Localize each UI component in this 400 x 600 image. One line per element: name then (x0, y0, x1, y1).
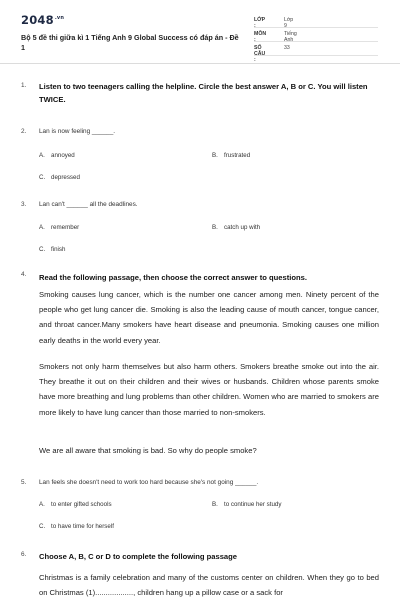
option-text: to enter gifted schools (51, 501, 112, 508)
reading-paragraph-1: Smoking causes lung cancer, which is the number one cancer among men. Ninety percent of the people who get lung cancer die. Smoking is also the leading cause of mouth cancer, tongue cancer, and throat cancer.Many smokers have heart disease and pneumonia. Smoking causes one million early deaths in the world every year. (39, 290, 379, 345)
option-c[interactable] (39, 246, 65, 253)
exam-header (0, 0, 400, 64)
question-prompt: Choose A, B, C or D to complete the following passage (39, 552, 238, 561)
exam-title: Bộ 5 đề thi giữa kì 1 Tiếng Anh 9 Global Success có đáp án - Đề 1 (21, 33, 239, 52)
option-c[interactable] (39, 523, 114, 530)
option-text: catch up with (224, 224, 261, 231)
site-logo[interactable] (21, 13, 64, 27)
option-b[interactable] (212, 152, 250, 159)
option-b[interactable] (212, 501, 281, 508)
option-a[interactable] (39, 224, 79, 231)
question-number: 6. (21, 551, 27, 558)
option-letter: B. (212, 501, 218, 508)
option-text: remember (51, 224, 80, 231)
option-a[interactable] (39, 152, 75, 159)
option-letter: B. (212, 152, 218, 159)
question-prompt: Lan feels she doesn't need to work too hard because she's not going ______. (39, 479, 259, 486)
meta-divider (254, 27, 378, 28)
question-number: 3. (21, 201, 27, 208)
option-text: finish (51, 246, 66, 253)
meta-divider (254, 55, 378, 56)
question-prompt: Lan can't ______ all the deadlines. (39, 201, 138, 208)
reading-paragraph-3: We are all aware that smoking is bad. So why do people smoke? (39, 446, 257, 455)
option-letter: C. (39, 174, 46, 181)
option-text: to continue her study (224, 501, 282, 508)
meta-divider (254, 41, 378, 42)
reading-paragraph-2: Smokers not only harm themselves but also harm others. Smokers breathe smoke out into the air. They breathe it out on their children and their wives or husbands. Children whose parents smoke have more breathing and lung problems than other children. Women who are married to smokers are more likely to have lung cancer than those married to non-smokers. (39, 362, 379, 417)
option-letter: B. (212, 224, 218, 231)
option-letter: A. (39, 224, 45, 231)
question-prompt: Read the following passage, then choose the correct answer to questions. (39, 273, 307, 282)
meta-count-key: SỐ CÂU : (254, 45, 266, 63)
question-prompt: Lan is now feeling ______. (39, 128, 116, 135)
question-number: 4. (21, 271, 27, 278)
option-letter: A. (39, 501, 45, 508)
logo-tld: .vn (54, 15, 65, 22)
option-text: frustrated (224, 152, 251, 159)
meta-subject-value: Tiếng Anh (284, 31, 297, 43)
question-prompt: Listen to two teenagers calling the helpline. Circle the best answer A, B or C. You will listen TWICE. (39, 82, 368, 104)
logo-text: 2048 (21, 13, 54, 27)
meta-subject-key: MÔN : (254, 31, 267, 43)
meta-class-value: Lớp 9 (284, 17, 294, 29)
option-letter: A. (39, 152, 45, 159)
option-a[interactable] (39, 501, 112, 508)
question-number: 2. (21, 128, 27, 135)
option-letter: C. (39, 246, 46, 253)
reading-paragraph-1: Christmas is a family celebration and many of the customs center on children. When they go to bed on Christmas (1).................., children hang up a pillow case or a sack for (39, 573, 379, 598)
meta-class-key: LỚP : (254, 17, 265, 29)
option-text: annoyed (51, 152, 75, 159)
option-c[interactable] (39, 174, 80, 181)
option-letter: C. (39, 523, 46, 530)
option-b[interactable] (212, 224, 260, 231)
question-number: 5. (21, 479, 27, 486)
question-number: 1. (21, 82, 27, 89)
option-text: depressed (51, 174, 80, 181)
meta-count-value: 33 (284, 45, 290, 51)
option-text: to have time for herself (51, 523, 114, 530)
